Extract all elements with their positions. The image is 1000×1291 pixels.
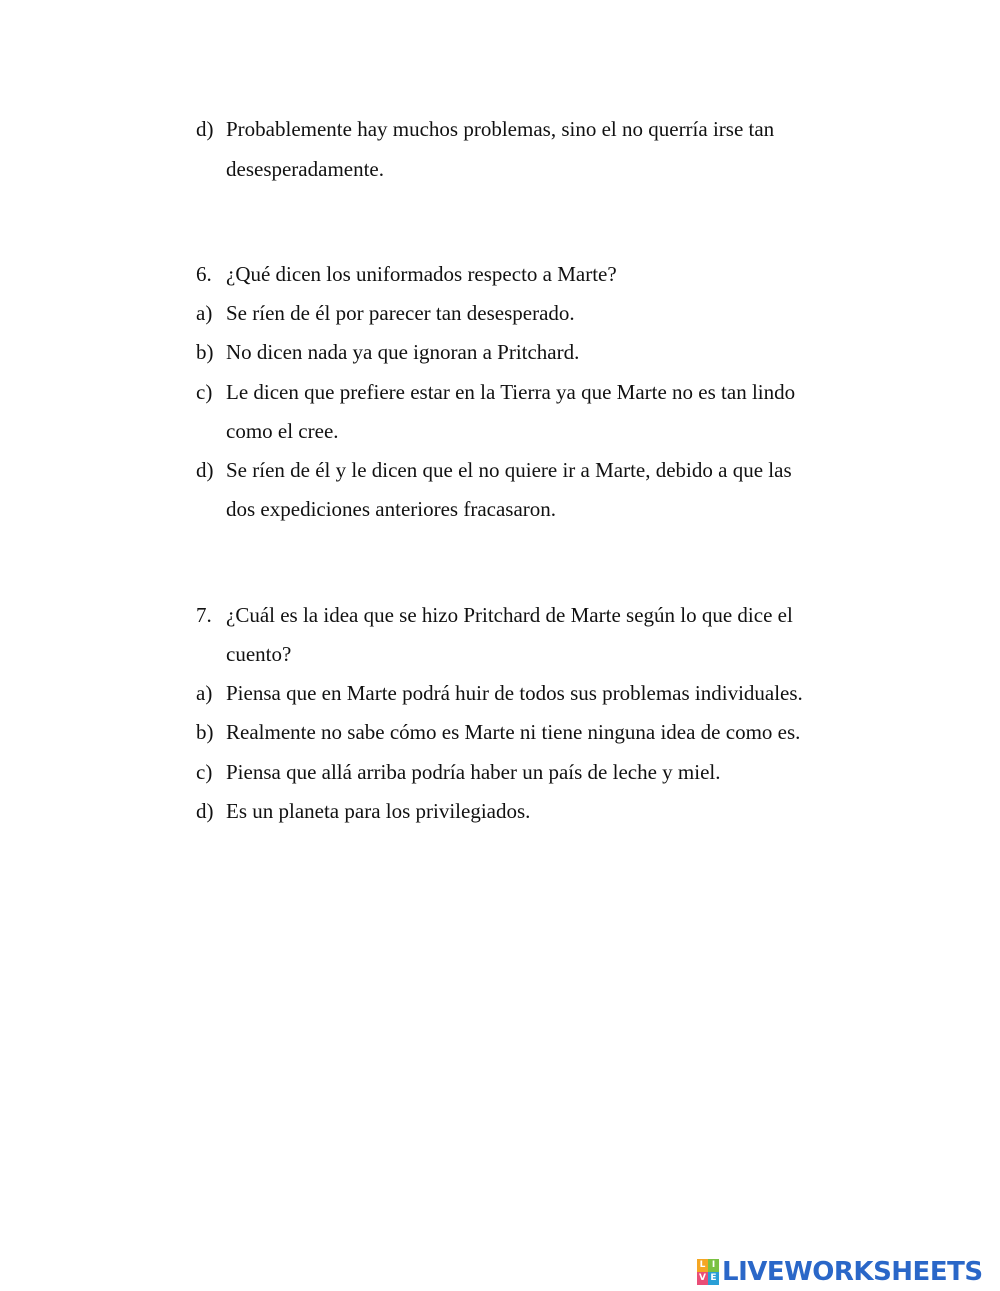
option-marker: d) [196,799,214,823]
question-number: 6. [196,262,212,286]
option-text: Piensa que allá arriba podría haber un país de leche y miel. [226,760,721,784]
option-marker: b) [196,720,214,744]
option-marker: c) [196,760,213,784]
option-text: Piensa que en Marte podrá huir de todos sus problemas individuales. [226,681,803,705]
option-text: como el cree. [226,419,339,443]
option-text: Realmente no sabe cómo es Marte ni tiene ninguna idea de como es. [226,720,801,744]
logo-letter: E [708,1272,719,1285]
option-text: dos expediciones anteriores fracasaron. [226,497,557,521]
logo-letter: V [697,1272,708,1285]
question-text: ¿Qué dicen los uniformados respecto a Marte? [226,262,617,286]
option-marker: d) [196,458,214,482]
logo-text: LIVEWORKSHEETS [722,1257,983,1287]
option-text: No dicen nada ya que ignoran a Pritchard. [226,340,580,364]
question-text: ¿Cuál es la idea que se hizo Pritchard de Marte según lo que dice el [226,603,793,627]
option-marker: a) [196,301,213,325]
option-text: Probablemente hay muchos problemas, sino el no querría irse tan [226,117,775,141]
option-text: desesperadamente. [226,157,385,181]
option-text: Se ríen de él y le dicen que el no quiere ir a Marte, debido a que las [226,458,792,482]
option-marker: d) [196,117,214,141]
question-text: cuento? [226,642,292,666]
option-marker: c) [196,380,213,404]
option-text: Le dicen que prefiere estar en la Tierra ya que Marte no es tan lindo [226,380,796,404]
logo-letter: I [708,1259,719,1272]
option-text: Es un planeta para los privilegiados. [226,799,531,823]
logo-letter: L [697,1259,708,1272]
question-number: 7. [196,603,212,627]
option-marker: a) [196,681,213,705]
option-marker: b) [196,340,214,364]
option-text: Se ríen de él por parecer tan desesperado. [226,301,575,325]
logo-mark-icon [697,1259,719,1285]
liveworksheets-logo [697,1257,983,1287]
